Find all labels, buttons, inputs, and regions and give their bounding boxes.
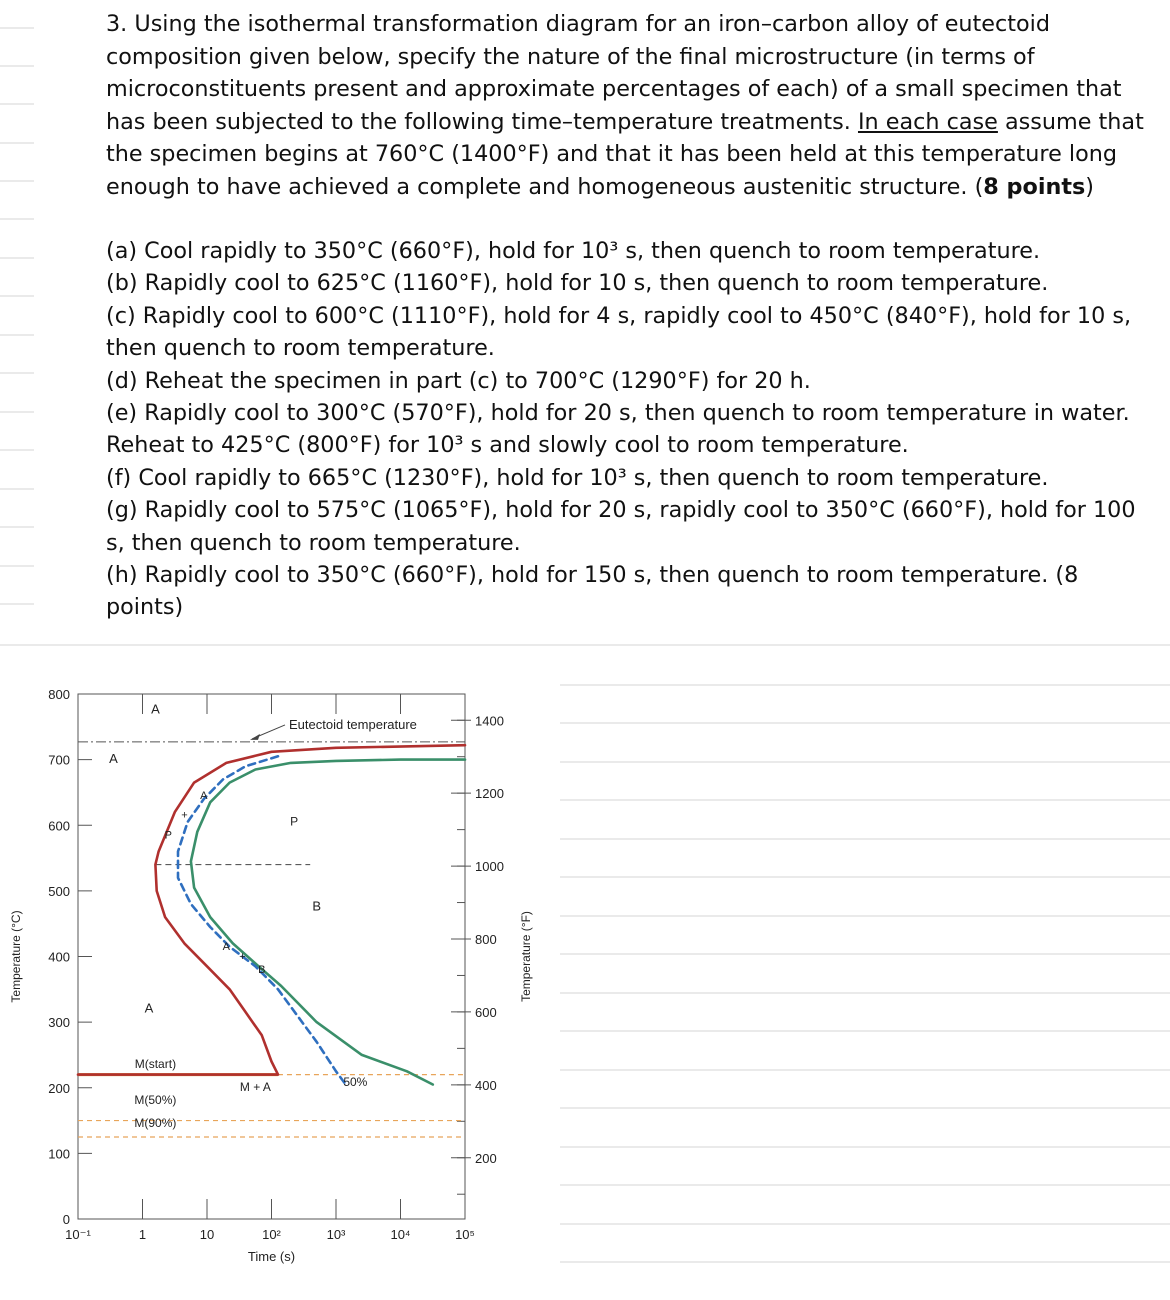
annotation-label: M(50%) [134, 1093, 177, 1108]
y-tick-label: 200 [48, 1080, 70, 1096]
part-d: (d) Reheat the specimen in part (c) to 700°C (1290°F) for 20 h. [106, 367, 811, 394]
part-b: (b) Rapidly cool to 625°C (1160°F), hold for 10 s, then quench to room temperature. [106, 270, 1049, 297]
annotation-label: M + A [239, 1080, 271, 1095]
part-c: (c) Rapidly cool to 600°C (1110°F), hold for 4 s, rapidly cool to 450°C (840°F), hold for 10 s, then quench to room temperature. [106, 302, 1132, 362]
eutectoid-label: Eutectoid temperature [289, 716, 417, 732]
question-text [106, 8, 1156, 203]
annotation-label: A [109, 750, 118, 766]
question-intro: Using the isothermal transformation diagram for an iron–carbon alloy of eutectoid composition given below, specify the nature of the final microstructure (in terms of microconstituents present and approximate percentages of each) of a small specimen that has been subjected to the following time–temperature treatments. [106, 11, 1122, 135]
x-tick-label: 10 [199, 1227, 215, 1242]
y-right-tick-label: 400 [475, 1077, 497, 1093]
x-tick-label: 10⁵ [455, 1227, 475, 1242]
annotation-label: P [164, 829, 172, 842]
part-f: (f) Cool rapidly to 665°C (1230°F), hold for 10³ s, then quench to room temperature. [106, 464, 1049, 491]
y-axis-label-right: Temperature (°F) [519, 911, 533, 1002]
y-tick-label: 300 [48, 1015, 70, 1031]
x-tick-label: 10² [262, 1227, 281, 1242]
annotation-label: A [144, 1000, 154, 1016]
annotation-label: A [151, 701, 160, 717]
x-tick-label: 1 [138, 1227, 147, 1242]
question-intro-end: assume that the specimen begins at 760°C (1400°F) and that it has been held at this temperature long enough to have achieved a complete and homogeneous austenitic structure. ( [106, 108, 1144, 200]
series-curve-1 [78, 745, 465, 1074]
y-right-tick-label: 1000 [475, 859, 504, 875]
question-points: 8 points [983, 173, 1086, 200]
parts-list [106, 235, 1161, 624]
annotation-label: 50% [343, 1074, 368, 1089]
annotation-label: + [239, 950, 246, 963]
y-tick-label: 500 [48, 883, 70, 899]
y-right-tick-label: 1400 [475, 713, 504, 729]
y-axis-label: Temperature (°C) [9, 910, 23, 1003]
annotation-label: A [200, 790, 208, 802]
y-right-tick-label: 800 [475, 932, 497, 947]
ttt-diagram [0, 660, 560, 1280]
annotation-label: M(start) [134, 1057, 177, 1072]
eutectoid-arrowhead [250, 734, 260, 740]
annotation-label: B [258, 963, 266, 976]
annotation-label: M(90%) [134, 1116, 177, 1131]
annotation-label: B [312, 898, 321, 914]
y-right-tick-label: 200 [475, 1150, 497, 1166]
question-close: ) [1085, 173, 1094, 200]
question-number: 3. [106, 11, 128, 37]
y-right-tick-label: 600 [475, 1004, 497, 1020]
annotation-label: P [290, 814, 299, 829]
x-axis-label: Time (s) [247, 1249, 296, 1264]
part-e: (e) Rapidly cool to 300°C (570°F), hold for 20 s, then quench to room temperature in water. Reheat to 425°C (800°F) for 10³ s and slowly cool to room temperature. [106, 400, 1130, 459]
y-right-tick-label: 1200 [475, 786, 504, 802]
x-tick-label: 10⁻¹ [65, 1227, 91, 1242]
part-a: (a) Cool rapidly to 350°C (660°F), hold for 10³ s, then quench to room temperature. [106, 238, 1041, 264]
part-h: (h) Rapidly cool to 350°C (660°F), hold for 150 s, then quench to room temperature. (8 points) [106, 562, 1079, 621]
plot-frame [78, 694, 465, 1219]
x-tick-label: 10³ [326, 1227, 346, 1242]
part-g: (g) Rapidly cool to 575°C (1065°F), hold for 20 s, rapidly cool to 350°C (660°F), hold for 100 s, then quench to room temperature. [106, 497, 1136, 556]
y-tick-label: 100 [48, 1146, 70, 1162]
question-emphasis: In each case [857, 108, 998, 135]
x-tick-label: 10⁴ [390, 1227, 411, 1242]
annotation-label: + [181, 809, 188, 822]
y-tick-label: 700 [48, 752, 70, 768]
annotation-label: A [222, 940, 231, 953]
series-curve-2 [191, 760, 465, 1085]
y-tick-label: 400 [48, 949, 70, 965]
y-tick-label: 800 [48, 687, 70, 702]
y-tick-label: 0 [62, 1212, 70, 1227]
y-tick-label: 600 [48, 818, 70, 834]
